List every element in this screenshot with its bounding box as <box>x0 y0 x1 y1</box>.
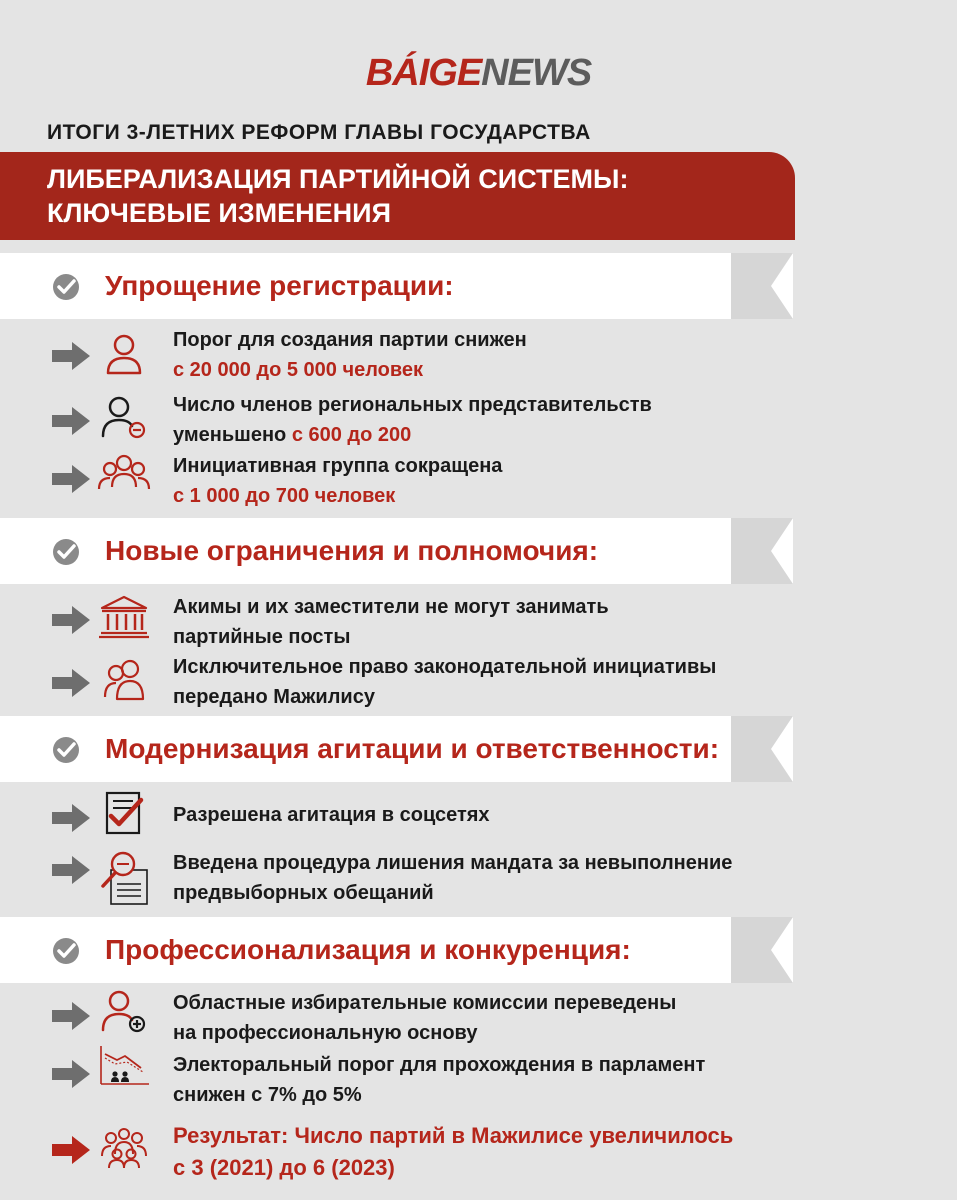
item-line-2-highlight: с 1 000 до 700 человек <box>173 485 396 507</box>
item-line-1: Электоральный порог для прохождения в парламент <box>173 1054 706 1076</box>
ribbon-tab-icon <box>731 518 793 584</box>
two-people-icon <box>97 657 151 703</box>
person-icon <box>97 331 151 377</box>
title-banner <box>0 152 795 240</box>
item-line-2-highlight: с 600 до 200 <box>291 424 412 446</box>
check-icon <box>52 736 80 764</box>
ribbon-tab-icon <box>731 917 793 983</box>
ribbon-tab-icon <box>731 253 793 319</box>
section-header-campaigning <box>0 716 793 782</box>
item-line-2: предвыборных обещаний <box>173 882 434 904</box>
arrow-icon <box>52 1060 90 1088</box>
item-line-1: Порог для создания партии снижен <box>173 329 527 351</box>
person-plus-icon <box>97 988 151 1034</box>
item-line-2: партийные посты <box>173 626 351 648</box>
arrow-icon <box>52 606 90 634</box>
arrow-icon <box>52 1136 90 1164</box>
item-line-1: Инициативная группа сокращена <box>173 455 503 477</box>
section-header-professionalization <box>0 917 793 983</box>
declining-chart-icon <box>97 1042 151 1088</box>
result-line-2: с 3 (2021) до 6 (2023) <box>173 1155 395 1180</box>
logo-part1: BÁIGE <box>365 52 482 94</box>
arrow-icon <box>52 1002 90 1030</box>
check-icon <box>52 538 80 566</box>
logo-part2: NEWS <box>481 52 592 94</box>
section-title: Упрощение регистрации: <box>105 270 454 301</box>
item-line-1: Исключительное право законодательной инициативы <box>173 656 717 678</box>
arrow-icon <box>52 804 90 832</box>
section-header-restrictions <box>0 518 793 584</box>
item-line-1: Акимы и их заместители не могут занимать <box>173 596 609 618</box>
arrow-icon <box>52 856 90 884</box>
item-line-2: на профессиональную основу <box>173 1022 478 1044</box>
crowd-icon <box>97 1124 151 1170</box>
arrow-icon <box>52 669 90 697</box>
check-icon <box>52 937 80 965</box>
arrow-icon <box>52 342 90 370</box>
item-line-2: передано Мажилису <box>173 686 375 708</box>
item-line-1: Число членов региональных представительств <box>173 394 652 416</box>
check-icon <box>52 273 80 301</box>
item-line-2: уменьшено <box>173 424 292 446</box>
checklist-icon <box>97 790 151 836</box>
item-line-1: Введена процедура лишения мандата за невыполнение <box>173 852 733 874</box>
subtitle: ИТОГИ 3-ЛЕТНИХ РЕФОРМ ГЛАВЫ ГОСУДАРСТВА <box>47 121 591 144</box>
item-line-2: снижен с 7% до 5% <box>173 1084 362 1106</box>
logo <box>0 52 957 95</box>
banner-line-2: КЛЮЧЕВЫЕ ИЗМЕНЕНИЯ <box>47 198 391 228</box>
section-header-registration <box>0 253 793 319</box>
arrow-icon <box>52 465 90 493</box>
document-magnifier-icon <box>97 848 151 906</box>
government-building-icon <box>97 594 151 640</box>
section-title: Новые ограничения и полномочия: <box>105 535 599 566</box>
item-line-1: Разрешена агитация в соцсетях <box>173 804 490 826</box>
result-line-1: Результат: Число партий в Мажилисе увеличилось <box>173 1123 734 1148</box>
group-icon <box>97 451 151 497</box>
banner-line-1: ЛИБЕРАЛИЗАЦИЯ ПАРТИЙНОЙ СИСТЕМЫ: <box>47 164 629 194</box>
section-title: Модернизация агитации и ответственности: <box>105 733 720 764</box>
section-title: Профессионализация и конкуренция: <box>105 934 631 965</box>
item-line-2-highlight: с 20 000 до 5 000 человек <box>173 359 424 381</box>
person-minus-icon <box>97 394 151 440</box>
arrow-icon <box>52 407 90 435</box>
ribbon-tab-icon <box>731 716 793 782</box>
item-line-1: Областные избирательные комиссии переведены <box>173 992 677 1014</box>
